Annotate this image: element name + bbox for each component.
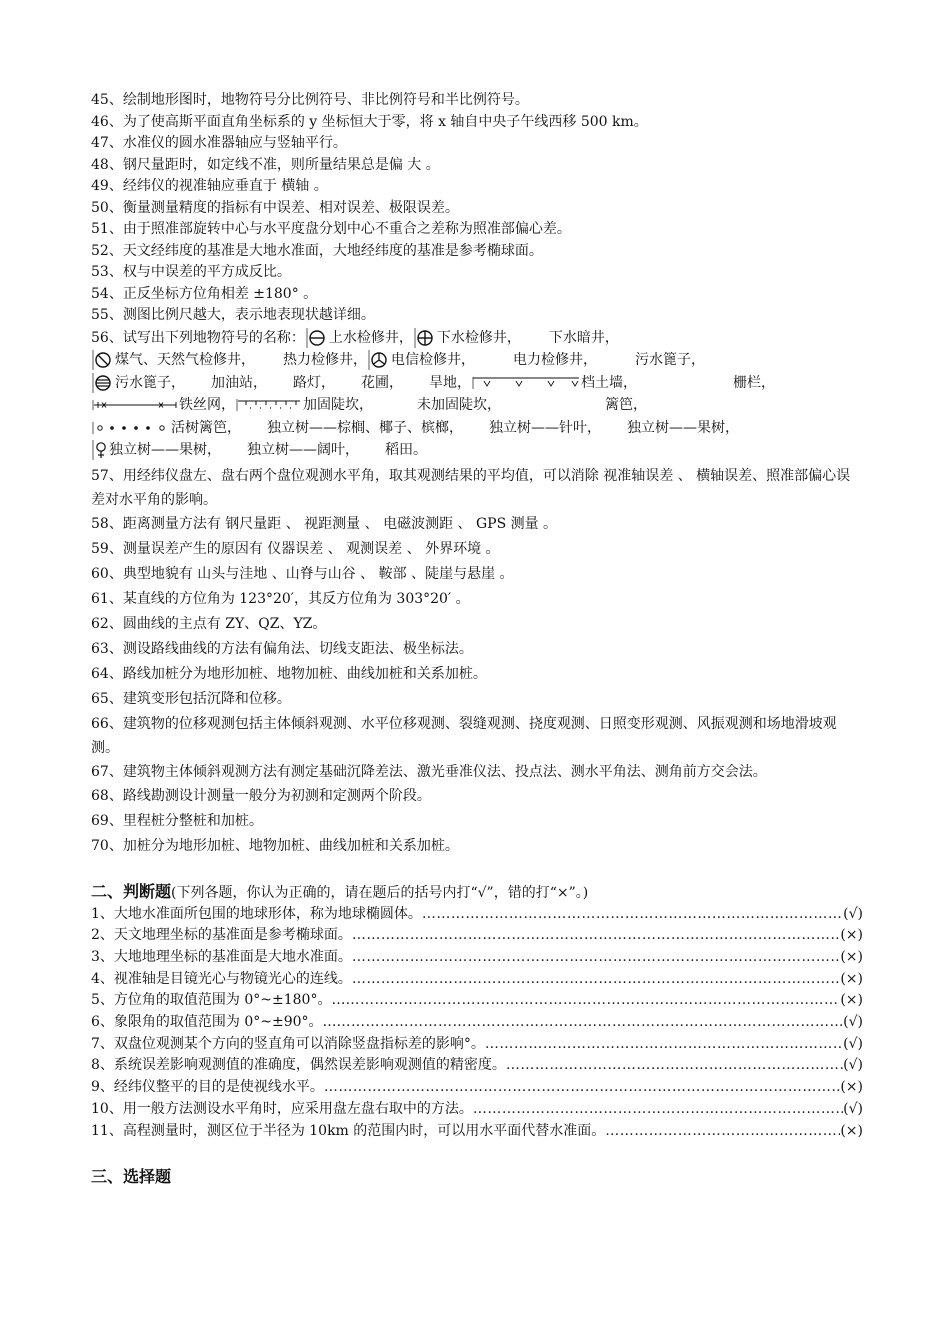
label-dry-land: 旱地， <box>429 374 471 391</box>
judgment-statement: 7、双盘位观测某个方向的竖直角可以消除竖盘指标差的影响°。 <box>91 1035 485 1052</box>
fill-item-67: 67、建筑物主体倾斜观测方法有测定基础沉降差法、激光垂准仪法、投点法、测水平角法、测角前方交会法。 <box>91 763 767 780</box>
judgment-answer: (×) <box>840 1122 863 1139</box>
label-flower-bed: 花圃， <box>361 374 403 391</box>
dot-leader <box>337 1012 844 1034</box>
label-railing: 栅栏， <box>733 374 775 391</box>
fill-item-54: 54、正反坐标方位角相差 ±180° 。 <box>91 285 318 302</box>
wire-fence-symbol-icon <box>92 398 178 412</box>
judgment-answer: (×) <box>840 948 863 965</box>
label-unreinforced-scarp: 未加固陡坎， <box>417 397 501 413</box>
fill-item-69: 69、里程桩分整桩和加桩。 <box>91 812 263 829</box>
fill-item-57: 57、用经纬仪盘左、盘右两个盘位观测水平角，取其观测结果的平均值，可以消除 视准轴误差 、 横轴误差、照准部偏心误差对水平角的影响。 <box>91 467 851 508</box>
judgment-row <box>91 1099 863 1121</box>
judgment-answer: (√) <box>843 1057 863 1074</box>
label-gas-manhole: 煤气、天然气检修井， <box>115 352 255 368</box>
sewer-manhole-symbol-icon <box>414 328 436 348</box>
dot-leader <box>485 1034 843 1056</box>
label-paddy-field: 稻田。 <box>385 442 427 458</box>
fill-item-61: 61、某直线的方位角为 123°20′，其反方位角为 303°20′ 。 <box>91 590 470 607</box>
hedge-symbol-icon <box>92 420 170 436</box>
label-hedge: 活树篱笆， <box>171 419 241 436</box>
judgment-answer: (×) <box>840 927 863 944</box>
judgment-answer: (×) <box>840 970 863 987</box>
q56-line-4 <box>91 394 863 417</box>
judgment-answer: (√) <box>843 1014 863 1031</box>
fill-item-65: 65、建筑变形包括沉降和位移。 <box>91 690 291 707</box>
label-palm-tree: 独立树——棕榈、椰子、槟榔， <box>267 419 463 436</box>
label-retaining-wall: 档土墙， <box>581 374 637 391</box>
drain-grate-symbol-icon <box>92 373 114 393</box>
judgment-statement: 5、方位角的取值范围为 0°~±180°。… <box>91 992 346 1009</box>
dot-leader <box>422 904 843 926</box>
fruit-tree-symbol-icon <box>92 440 108 460</box>
label-wire-fence: 铁丝网， <box>179 397 235 413</box>
judgment-row <box>91 990 863 1012</box>
judgment-row <box>91 969 863 991</box>
dot-leader <box>605 1121 840 1143</box>
judgment-answer: (√) <box>843 1100 863 1117</box>
label-water-manhole: 上水检修井， <box>328 329 413 346</box>
label-fence: 篱笆， <box>605 397 647 413</box>
reinforced-scarp-symbol-icon <box>236 397 302 413</box>
label-drain-grate: 污水篦子， <box>635 352 705 368</box>
fill-item-49: 49、经纬仪的视准轴应垂直于 横轴 。 <box>91 178 328 194</box>
fill-item-60: 60、典型地貌有 山头与洼地 、山脊与山谷 、 鞍部 、陡崖与悬崖 。 <box>91 565 514 582</box>
label-broadleaf-tree: 独立树——阔叶， <box>247 442 359 458</box>
judgment-statement: 4、视准轴是目镜光心与物镜光心的连线。 <box>91 970 352 987</box>
retaining-wall-symbol-icon <box>472 375 580 391</box>
label-heat-manhole: 热力检修井， <box>283 352 367 368</box>
fill-item-58: 58、距离测量方法有 钢尺量距 、 视距测量 、 电磁波测距 、 GPS 测量 。 <box>91 515 558 532</box>
judgment-statement: 6、象限角的取值范围为 0°~±90°。… <box>91 1014 337 1031</box>
judgment-answer: (√) <box>843 905 863 922</box>
judgment-row <box>91 1034 863 1056</box>
dot-leader <box>352 925 840 947</box>
judgment-statement: 8、系统误差影响观测值的准确度，偶然误差影响观测值的精密度。 <box>91 1057 506 1074</box>
fill-item-62: 62、圆曲线的主点有 ZY、QZ、YZ。 <box>91 615 327 632</box>
dot-leader <box>352 947 840 969</box>
judgment-row <box>91 1012 863 1034</box>
water-manhole-symbol-icon <box>306 328 328 348</box>
label-gas-station: 加油站， <box>211 374 267 391</box>
judgment-statement: 3、大地地理坐标的基准面是大地水准面。 <box>91 948 352 965</box>
document-page <box>91 90 863 1188</box>
fill-item-55: 55、测图比例尺越大，表示地表现状越详细。 <box>91 307 375 323</box>
dot-leader <box>324 1077 840 1099</box>
dot-leader <box>506 1055 843 1077</box>
section-3-title: 三、选择题 <box>91 1167 172 1187</box>
fill-item-63: 63、测设路线曲线的方法有偏角法、切线支距法、极坐标法。 <box>91 640 473 657</box>
label-street-lamp: 路灯， <box>293 374 335 391</box>
label-telecom-manhole: 电信检修井， <box>391 352 475 368</box>
judgment-statement: 9、经纬仪整平的目的是使视线水平。 <box>91 1079 324 1096</box>
fill-item-50: 50、衡量测量精度的指标有中误差、相对误差、极限误差。 <box>91 199 459 216</box>
judgment-row <box>91 925 863 947</box>
label-sewer-culvert: 下水暗井， <box>548 329 619 346</box>
gas-manhole-symbol-icon <box>92 350 114 370</box>
label-power-manhole: 电力检修井， <box>513 352 597 368</box>
section-2-heading <box>91 881 863 904</box>
dot-leader <box>352 969 840 991</box>
judgment-list <box>91 904 863 1143</box>
fill-item-51: 51、由于照准部旋转中心与水平度盘分划中心不重合之差称为照准部偏心差。 <box>91 221 571 237</box>
fill-item-70: 70、加桩分为地形加桩、地物加桩、曲线加桩和关系加桩。 <box>91 837 459 854</box>
q56-line-5 <box>91 417 863 440</box>
fill-item-46: 46、为了使高斯平面直角坐标系的 y 坐标恒大于零，将 x 轴自中央子午线西移 500 km。 <box>91 113 648 130</box>
fill-item-53: 53、权与中误差的平方成反比。 <box>91 264 291 280</box>
question-56 <box>91 327 863 462</box>
judgment-answer: (×) <box>840 1079 863 1096</box>
fill-item-64: 64、路线加桩分为地形加桩、地物加桩、曲线加桩和关系加桩。 <box>91 665 487 682</box>
label-conifer-tree: 独立树——针叶， <box>489 419 601 436</box>
fill-item-45: 45、绘制地形图时，地物符号分比例符号、非比例符号和半比例符号。 <box>91 92 529 108</box>
dot-leader <box>473 1099 843 1121</box>
q56-line-2 <box>91 349 863 372</box>
fill-in-list <box>91 90 863 327</box>
judgment-row <box>91 1077 863 1099</box>
judgment-row <box>91 1121 863 1143</box>
judgment-answer: (√) <box>843 1035 863 1052</box>
fill-item-52: 52、天文经纬度的基准是大地水准面，大地经纬度的基准是参考椭球面。 <box>91 242 543 259</box>
fill-item-68: 68、路线勘测设计测量一般分为初测和定测两个阶段。 <box>91 787 431 804</box>
q56-line-6 <box>91 439 863 462</box>
q56-line-3 <box>91 372 863 395</box>
dot-leader <box>345 990 840 1012</box>
fill-item-66: 66、建筑物的位移观测包括主体倾斜观测、水平位移观测、裂缝观测、挠度观测、日照变形观测、风振观测和场地滑坡观测。 <box>91 715 837 756</box>
judgment-statement: 11、高程测量时，测区位于半径为 10km 的范围内时，可以用水平面代替水准面。 <box>91 1122 606 1139</box>
judgment-row <box>91 1055 863 1077</box>
judgment-statement: 10、用一般方法测设水平角时，应采用盘左盘右取中的方法。 <box>91 1100 473 1117</box>
telecom-manhole-symbol-icon <box>368 350 390 370</box>
judgment-row <box>91 947 863 969</box>
label-reinforced-scarp: 加固陡坎， <box>303 397 373 413</box>
q56-intro: 56、试写出下列地物符号的名称： <box>91 329 305 346</box>
judgment-row <box>91 904 863 926</box>
section-true-false <box>91 881 863 1143</box>
section-2-title: 二、判断题 <box>91 881 172 901</box>
judgment-statement: 2、天文地理坐标的基准面是参考椭球面。 <box>91 927 352 944</box>
fill-item-59: 59、测量误差产生的原因有 仪器误差 、 观测误差 、 外界环境 。 <box>91 540 500 557</box>
label-sewer-manhole: 下水检修井， <box>436 329 521 346</box>
fill-in-list-continued <box>91 464 863 859</box>
label-drain-grate-2: 污水篦子， <box>115 374 185 391</box>
section-2-instructions: (下列各题，你认为正确的，请在题后的括号内打“√”，错的打“×”。) <box>171 884 589 901</box>
judgment-answer: (×) <box>840 992 863 1009</box>
fill-item-47: 47、水准仪的圆水准器轴应与竖轴平行。 <box>91 135 347 151</box>
fill-item-48: 48、钢尺量距时，如定线不准，则所量结果总是偏 大 。 <box>91 156 440 173</box>
label-fruit-tree: 独立树——果树， <box>627 419 739 436</box>
label-fruit-tree-2: 独立树——果树， <box>109 442 221 458</box>
judgment-statement: 1、大地水准面所包围的地球形体，称为地球椭圆体。 <box>91 905 422 922</box>
section-multiple-choice <box>91 1166 863 1188</box>
q56-line-1 <box>91 327 863 350</box>
